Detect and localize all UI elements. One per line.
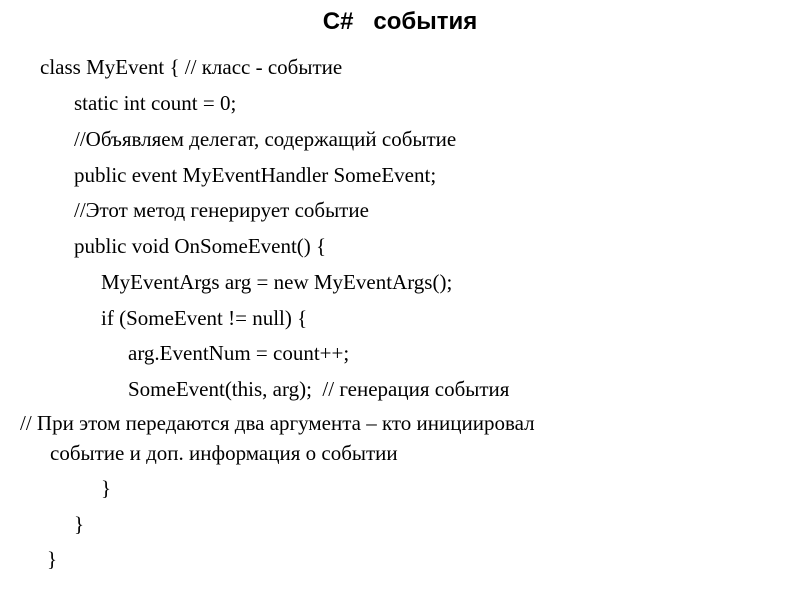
code-line-count-field: static int count = 0; [74,91,237,115]
code-line-close-class: } [47,547,58,571]
code-line-method-signature: public void OnSomeEvent() { [74,234,327,258]
code-line-comment-delegate: //Объявляем делегат, содержащий событие [74,127,457,151]
code-line-comment-arguments-cont: событие и доп. информация о событии [50,441,398,465]
code-line-event-num: arg.EventNum = count++; [128,341,350,365]
code-line-comment-method: //Этот метод генерирует событие [74,198,369,222]
code-line-event-declaration: public event MyEventHandler SomeEvent; [74,163,437,187]
code-line-comment-arguments: // При этом передаются два аргумента – кто инициировал [20,411,535,435]
code-line-class-declaration: class MyEvent { // класс - событие [40,55,343,79]
code-line-args-creation: MyEventArgs arg = new MyEventArgs(); [101,270,453,294]
slide-title: C# события [322,8,478,35]
code-line-close-if: } [101,476,112,500]
code-line-close-method: } [74,512,85,536]
code-line-if-statement: if (SomeEvent != null) { [101,306,308,330]
code-line-raise-event: SomeEvent(this, arg); // генерация события [128,377,510,401]
